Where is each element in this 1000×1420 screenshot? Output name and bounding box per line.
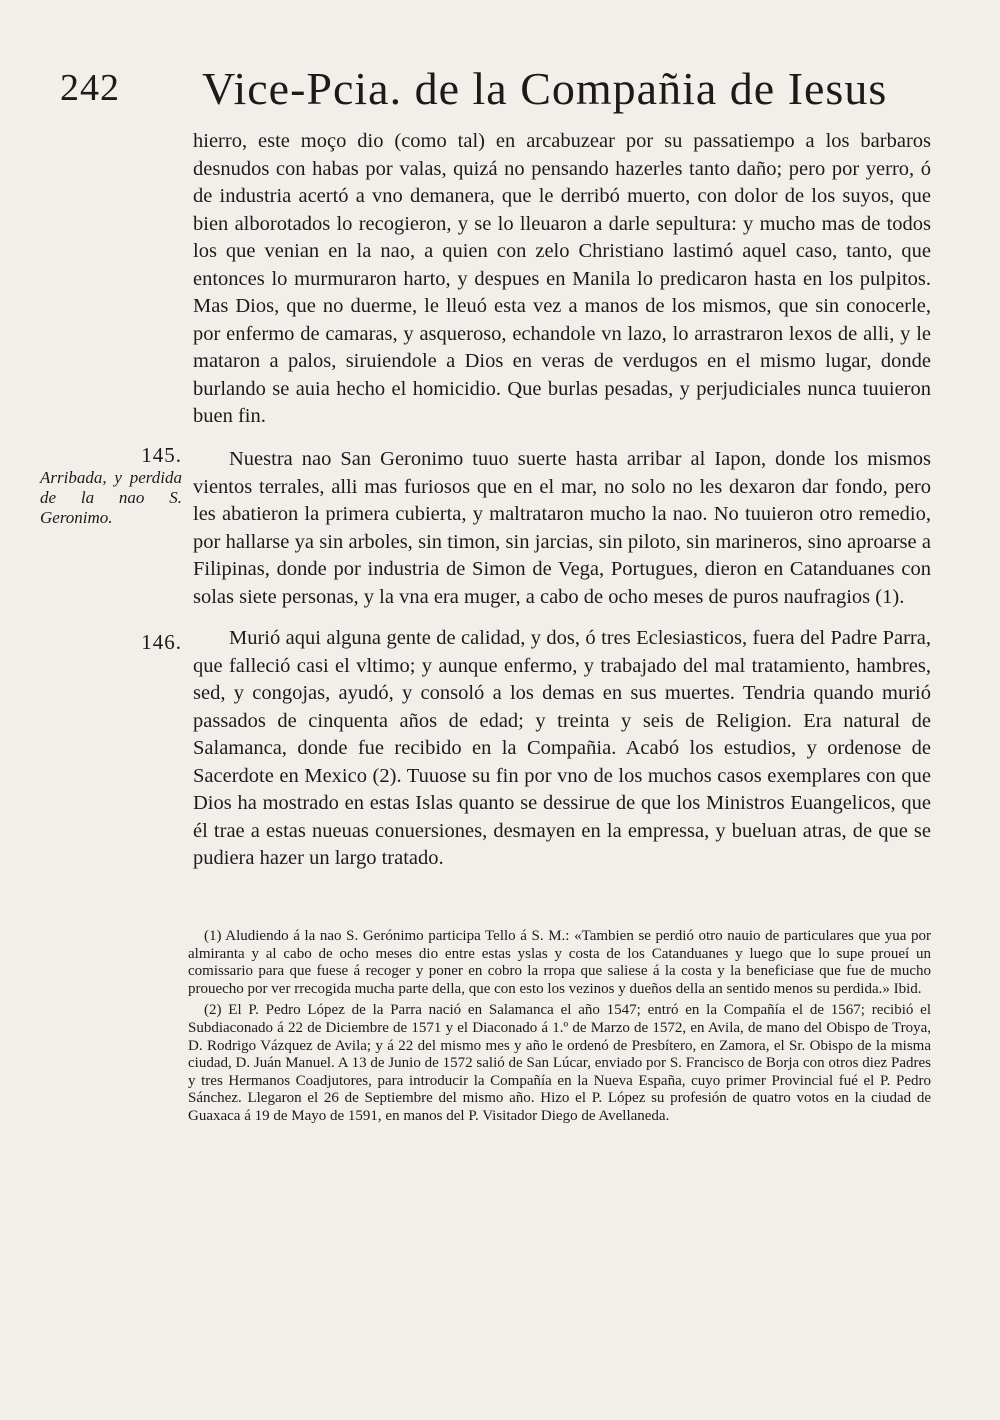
paragraph-text: Nuestra nao San Geronimo tuuo suerte hasta arribar al Iapon, donde los mismos vientos terrales, alli mas furiosos que en el mar, no solo no les dexaron dar fondo, pero les abatieron la primera cubierta, y maltrataron mucho la nao. No tuuieron otro remedio, por hallarse ya sin arboles, sin timon, sin jarcias, sin piloto, sin marineros, sino aproarse a Filipinas, donde por industria de Simon de Vega, Portugues, dieron en Catanduanes con solas siete personas, y la vna era muger, a cabo de ocho meses de puros naufragios (1). — [193, 448, 931, 608]
paragraph-text: Murió aqui alguna gente de calidad, y dos, ó tres Eclesiasticos, fuera del Padre Parra, que falleció casi el vltimo; y aunque enfermo, y trabajado del mal tratamiento, hambres, sed, y congojas, ayudó, y consoló a los demas en sus muertes. Tendria quando murió passados de cinquenta años de edad; y treinta y seis de Religion. Era natural de Salamanca, donde fue recibido en la Compañia. Acabó los estudios, y ordenose de Sacerdote en Mexico (2). Tuuose su fin por vno de los muchos casos exemplares con que Dios ha mostrado en estas Islas quanto se dessirue de que los Ministros Euangelicos, que él trae a estas nueuas conuersiones, desmayen en la empressa, y bueluan atras, de que se pudiera hazer un largo tratado. — [193, 627, 931, 869]
side-note: Arribada, y perdida de la nao S. Geronimo. — [40, 468, 182, 527]
continuation-paragraph — [193, 128, 931, 431]
section-146-text — [193, 625, 931, 873]
section-number: 146. — [141, 630, 182, 654]
footnotes — [188, 928, 931, 1126]
footnote-1: (1) Aludiendo á la nao S. Gerónimo participa Tello á S. M.: «Tambien se perdió otro nauio de particulares que yua por almiranta y al cabo de ocho meses dio entre estas yslas y costa de los Catanduanes y luego que lo supe proueí un comissario para que fuese á recoger y poner en cobro la rropa que saliese á la costa y la beneficiase que fue de mucho prouecho por ver rrecogida mucha parte della, que con esto los vezinos y dueños della an sentido menos su perdida.» Ibid. — [188, 928, 931, 997]
section-145-text — [193, 446, 931, 611]
margin-note-145 — [40, 443, 182, 528]
footnote-2: (2) El P. Pedro López de la Parra nació en Salamanca el año 1547; entró en la Compañía el de 1567; recibió el Subdiaconado á 22 de Diciembre de 1571 y el Diaconado á 1.º de Marzo de 1572, en Avila, de mano del Obispo de Troya, D. Rodrigo Vázquez de Avila; y á 22 del mismo mes y año le ordenó de Presbítero, en Zamora, el Sr. Obispo de la misma ciudad, D. Juán Manuel. A 13 de Junio de 1572 salió de San Lúcar, enviado por S. Francisco de Borja con otros diez Padres y tres Hermanos Coadjutores, para introducir la Compañía en la Nueva España, cuyo primer Provincial fué el P. Pedro Sánchez. Llegaron el 26 de Septiembre del mismo año. Hizo el P. López su profesión de quatro votos en la ciudad de Guaxaca á 19 de Mayo de 1591, en manos del P. Visitador Diego de Avellaneda. — [188, 1002, 931, 1124]
paragraph-text: hierro, este moço dio (como tal) en arcabuzear por su passatiempo a los barbaros desnudos con habas por valas, quizá no pensando hazerles tanto daño; pero por yerro, ó de industria acertó a vno demanera, que le derribó muerto, con dolor de los suyos, que bien alborotados lo recogieron, y se lo lleuaron a darle sepultura: y mucho mas de todos los que venian en la nao, a quien con zelo Christiano lastimó aquel caso, tanto, que entonces lo murmuraron harto, y despues en Manila lo predicaron hasta en los pulpitos. Mas Dios, que no duerme, le lleuó esta vez a manos de los mismos, que sin conocerle, por enfermo de camaras, y asqueroso, echandole vn lazo, lo arrastraron lexos de alli, y le mataron a palos, siruiendole a Dios en veras de verdugos en el mismo lugar, donde burlando se auia hecho el homicidio. Que burlas pesadas, y perjudiciales nunca tuuieron buen fin. — [193, 130, 931, 427]
page-number: 242 — [60, 67, 120, 109]
page-header — [60, 62, 930, 132]
running-title: Vice-Pcia. de la Compañia de Iesus — [202, 63, 888, 114]
section-number: 145. — [141, 443, 182, 467]
margin-note-146 — [40, 630, 182, 655]
